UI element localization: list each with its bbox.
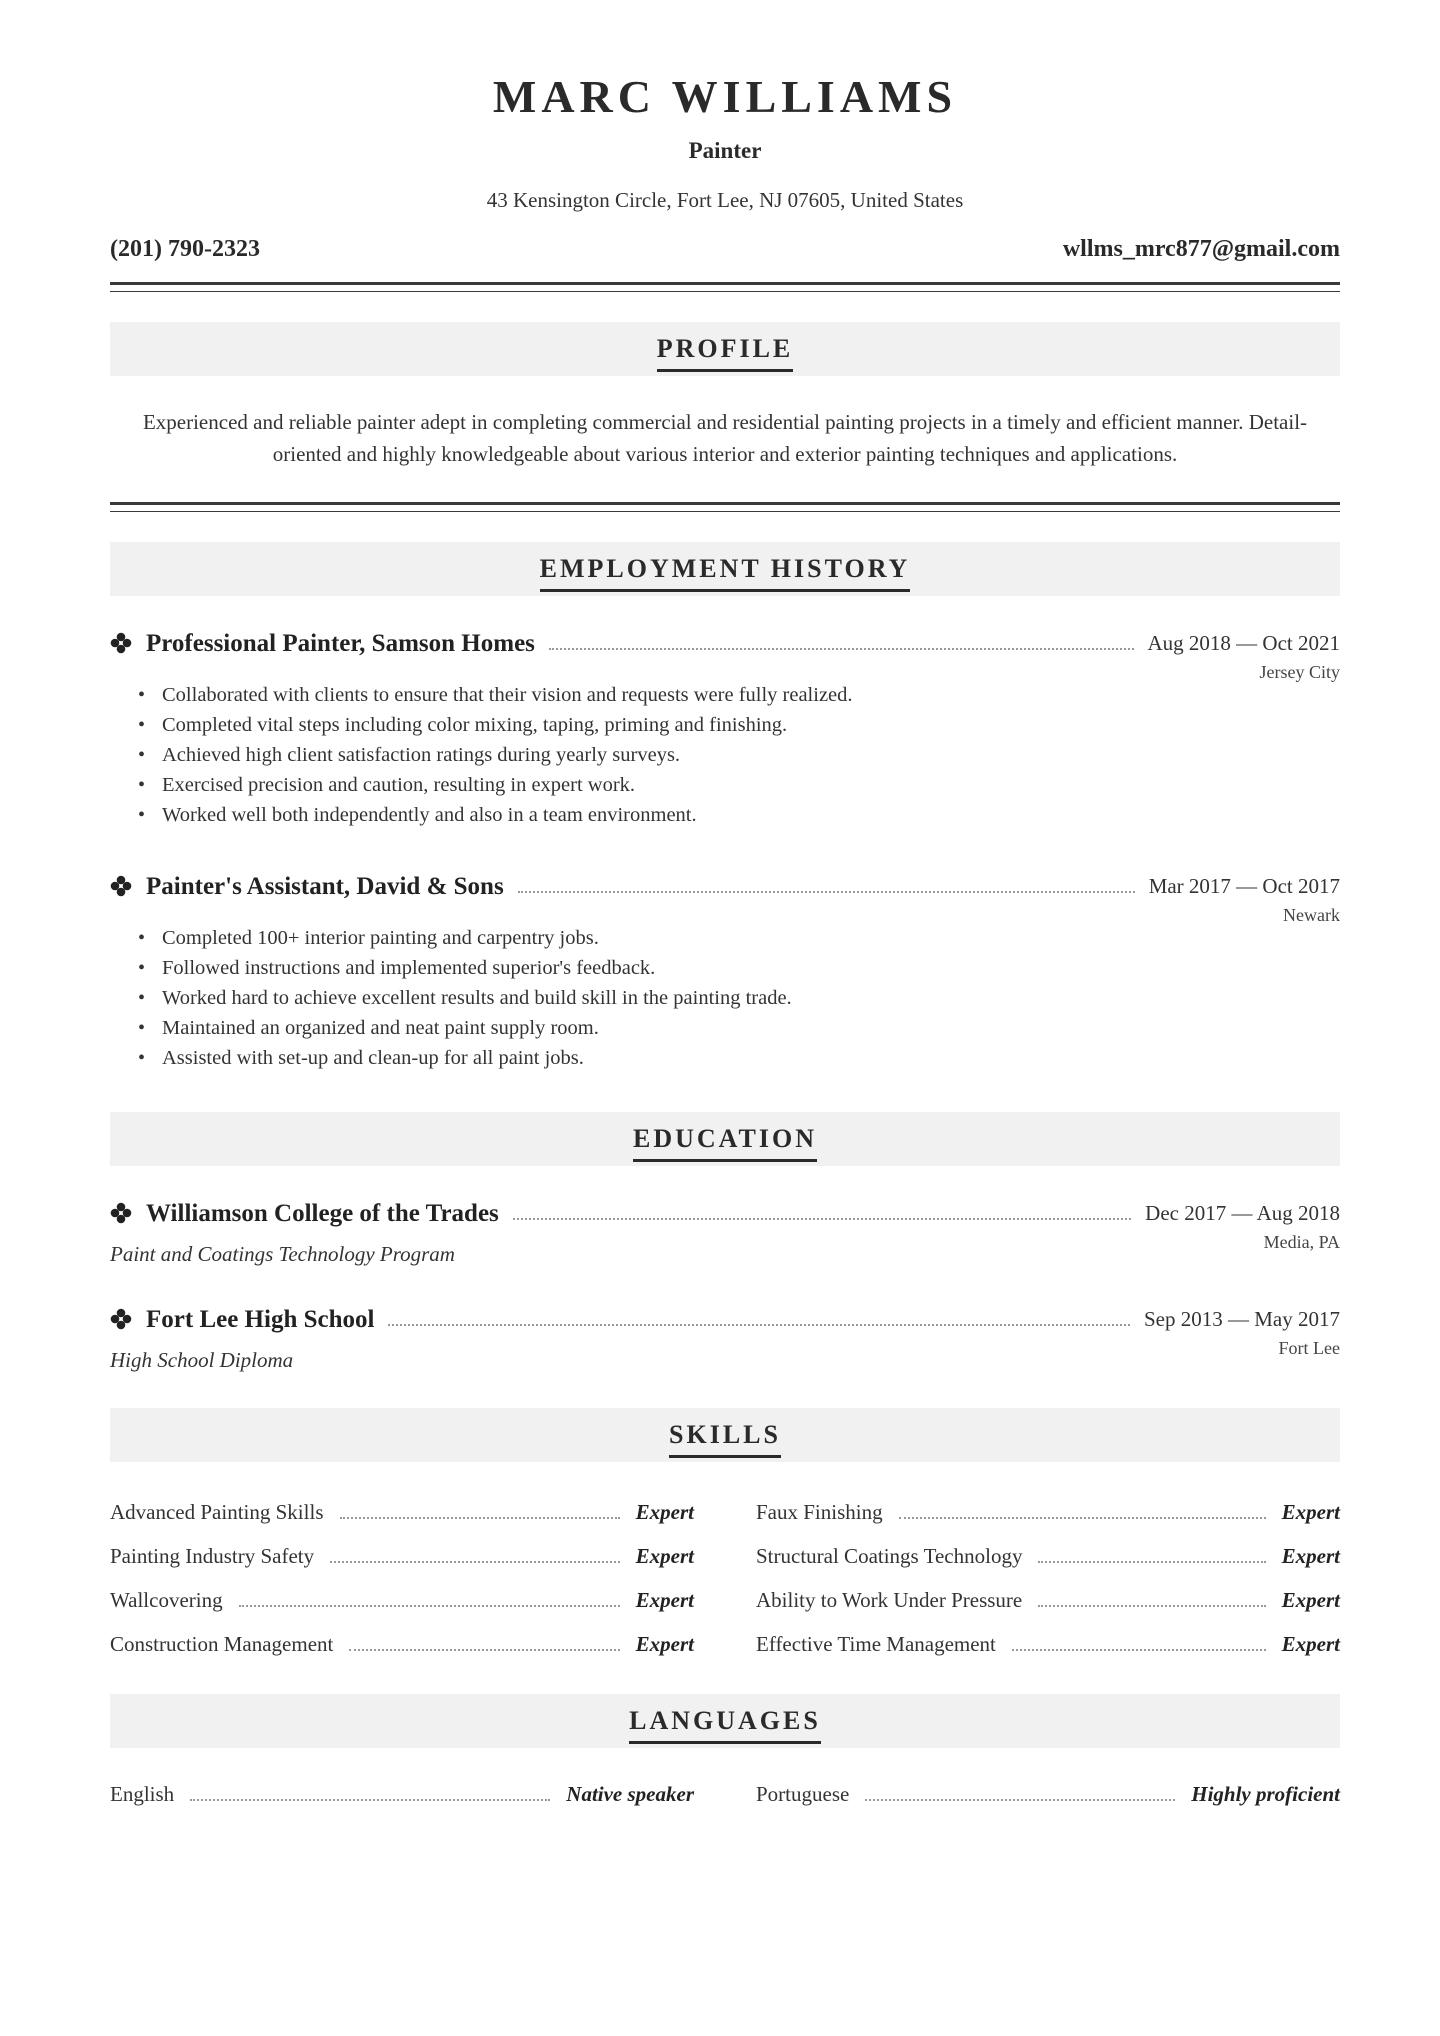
employment-entry <box>110 867 1340 1073</box>
four-petal-flower-icon <box>110 1308 132 1330</box>
duty-item: • Maintained an organized and neat paint supply room. <box>162 1013 1340 1043</box>
candidate-address: 43 Kensington Circle, Fort Lee, NJ 07605, United States <box>486 188 964 212</box>
skill-item <box>756 1544 1340 1569</box>
skill-level: Expert <box>635 1543 694 1568</box>
job-location: Newark <box>1283 905 1340 925</box>
education-dates: Dec 2017 — Aug 2018 <box>1145 1201 1340 1225</box>
school-name: Fort Lee High School <box>146 1306 375 1333</box>
language-name: English <box>110 1781 175 1806</box>
four-petal-flower-icon <box>110 632 132 654</box>
dotted-leader <box>340 1517 620 1519</box>
skill-item <box>756 1588 1340 1613</box>
skill-level: Expert <box>1281 1499 1340 1524</box>
dotted-leader <box>349 1649 619 1651</box>
skill-level: Expert <box>635 1587 694 1612</box>
dotted-leader <box>388 1324 1130 1326</box>
duty-item: • Collaborated with clients to ensure that their vision and requests were fully realized. <box>162 680 1340 710</box>
section-employment <box>110 542 1340 596</box>
language-item <box>756 1782 1340 1807</box>
education-program: High School Diploma <box>110 1348 294 1372</box>
header-divider <box>110 282 1340 292</box>
languages-list <box>110 1772 1340 1816</box>
four-petal-flower-icon <box>110 1202 132 1224</box>
job-location: Jersey City <box>1259 662 1340 682</box>
job-dates: Mar 2017 — Oct 2017 <box>1148 874 1340 898</box>
candidate-name: MARC WILLIAMS <box>492 71 958 122</box>
skill-name: Effective Time Management <box>756 1631 996 1656</box>
education-entry <box>110 1194 1340 1266</box>
dotted-leader <box>330 1561 620 1563</box>
skills-list <box>110 1490 1340 1666</box>
job-title: Professional Painter, Samson Homes <box>146 630 535 657</box>
section-heading-education: EDUCATION <box>633 1124 817 1162</box>
section-heading-profile: PROFILE <box>657 334 794 372</box>
skill-item <box>756 1500 1340 1525</box>
section-heading-languages: LANGUAGES <box>629 1706 821 1744</box>
skill-item <box>110 1544 694 1569</box>
skill-level: Expert <box>1281 1587 1340 1612</box>
four-petal-flower-icon <box>110 875 132 897</box>
duty-item: • Followed instructions and implemented superior's feedback. <box>162 953 1340 983</box>
profile-summary: Experienced and reliable painter adept in completing commercial and residential painting projects in a timely and efficient manner. Detail-oriented and highly knowledgeable about various interior and exterior painting techniques and applications. <box>142 410 1308 466</box>
candidate-email: wllms_mrc877@gmail.com <box>1062 236 1340 262</box>
section-heading-skills: SKILLS <box>669 1420 781 1458</box>
skill-level: Expert <box>1281 1543 1340 1568</box>
dotted-leader <box>190 1799 550 1801</box>
skill-item <box>756 1632 1340 1657</box>
job-title: Painter's Assistant, David & Sons <box>146 873 504 900</box>
education-location: Media, PA <box>1263 1232 1340 1252</box>
job-dates: Aug 2018 — Oct 2021 <box>1147 631 1340 655</box>
skill-item <box>110 1632 694 1657</box>
skill-name: Painting Industry Safety <box>110 1543 315 1568</box>
skill-level: Expert <box>1281 1631 1340 1656</box>
section-languages <box>110 1694 1340 1748</box>
dotted-leader <box>513 1218 1131 1220</box>
education-program: Paint and Coatings Technology Program <box>110 1242 455 1266</box>
language-level: Native speaker <box>566 1781 694 1806</box>
dotted-leader <box>1038 1561 1265 1563</box>
dotted-leader <box>1012 1649 1266 1651</box>
dotted-leader <box>1038 1605 1265 1607</box>
duty-item: • Achieved high client satisfaction ratings during yearly surveys. <box>162 740 1340 770</box>
duty-item: • Exercised precision and caution, resulting in expert work. <box>162 770 1340 800</box>
duty-item: • Assisted with set-up and clean-up for all paint jobs. <box>162 1043 1340 1073</box>
skill-name: Structural Coatings Technology <box>756 1543 1023 1568</box>
skill-name: Ability to Work Under Pressure <box>756 1587 1023 1612</box>
duty-item: • Worked well both independently and also in a team environment. <box>162 800 1340 830</box>
skill-level: Expert <box>635 1499 694 1524</box>
dotted-leader <box>518 891 1135 893</box>
dotted-leader <box>239 1605 620 1607</box>
dotted-leader <box>865 1799 1175 1801</box>
school-name: Williamson College of the Trades <box>146 1200 499 1227</box>
skill-name: Construction Management <box>110 1631 334 1656</box>
duty-item: • Completed 100+ interior painting and carpentry jobs. <box>162 923 1340 953</box>
skill-item <box>110 1588 694 1613</box>
skill-name: Faux Finishing <box>756 1499 883 1524</box>
skill-item <box>110 1500 694 1525</box>
skill-name: Wallcovering <box>110 1587 223 1612</box>
language-name: Portuguese <box>756 1781 850 1806</box>
candidate-title: Painter <box>688 138 762 163</box>
job-duties <box>110 680 1340 830</box>
education-dates: Sep 2013 — May 2017 <box>1144 1307 1340 1331</box>
language-item <box>110 1782 694 1807</box>
education-entry <box>110 1300 1340 1372</box>
dotted-leader <box>549 648 1134 650</box>
profile-divider <box>110 502 1340 512</box>
section-education <box>110 1112 1340 1166</box>
duty-item: • Completed vital steps including color mixing, taping, priming and finishing. <box>162 710 1340 740</box>
language-level: Highly proficient <box>1191 1781 1340 1806</box>
section-profile <box>110 322 1340 376</box>
skill-name: Advanced Painting Skills <box>110 1499 324 1524</box>
candidate-phone: (201) 790-2323 <box>110 236 260 262</box>
employment-entry <box>110 624 1340 830</box>
section-heading-employment: EMPLOYMENT HISTORY <box>540 554 911 592</box>
job-duties <box>110 923 1340 1073</box>
education-location: Fort Lee <box>1278 1338 1340 1358</box>
skill-level: Expert <box>635 1631 694 1656</box>
duty-item: • Worked hard to achieve excellent results and build skill in the painting trade. <box>162 983 1340 1013</box>
section-skills <box>110 1408 1340 1462</box>
dotted-leader <box>899 1517 1266 1519</box>
